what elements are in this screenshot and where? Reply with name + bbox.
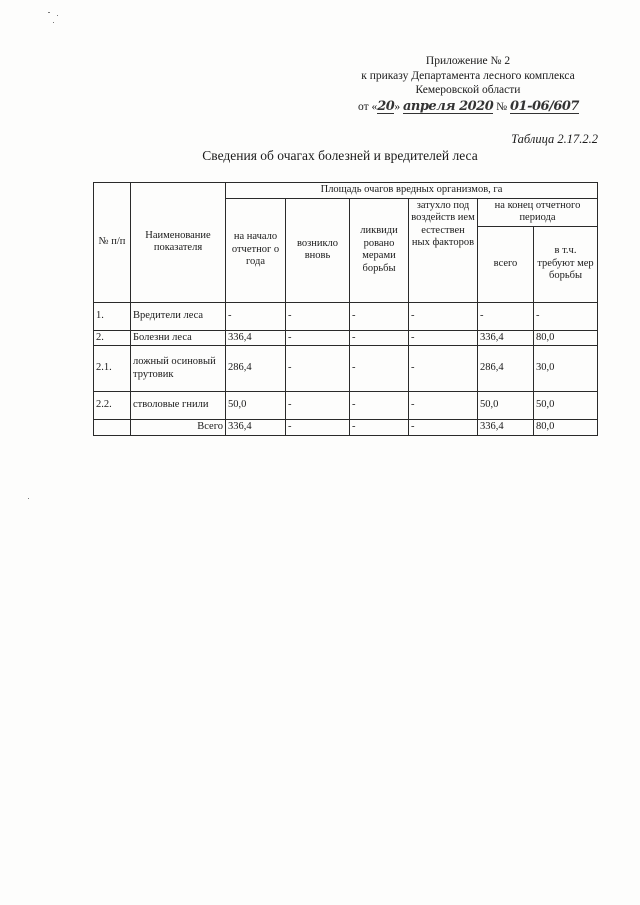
appendix-line: Кемеровской области	[415, 84, 521, 96]
row-end-total: 286,4	[478, 346, 534, 392]
row-start: 336,4	[226, 330, 286, 346]
scan-speck	[53, 22, 54, 23]
table-row	[94, 346, 598, 392]
row-start: 50,0	[226, 392, 286, 420]
row-end-total: -	[478, 302, 534, 330]
row-faded: -	[409, 302, 478, 330]
col-start-header: на начало отчетног о года	[226, 198, 286, 302]
row-liquidated: -	[350, 420, 409, 436]
row-new: -	[286, 392, 350, 420]
row-end-need: 80,0	[534, 330, 598, 346]
table-label: Таблица 2.17.2.2	[511, 132, 598, 146]
row-new: -	[286, 420, 350, 436]
col-area-group-header: Площадь очагов вредных организмов, га	[226, 183, 598, 199]
row-name: ложный осиновый трутовик	[131, 346, 226, 392]
col-liquidated-header: ликвиди ровано мерами борьбы	[350, 198, 409, 302]
order-number: 01-06/607	[510, 99, 579, 114]
row-faded: -	[409, 330, 478, 346]
row-start: 286,4	[226, 346, 286, 392]
order-prefix: от «	[358, 101, 378, 113]
row-liquidated: -	[350, 392, 409, 420]
row-faded: -	[409, 346, 478, 392]
row-new: -	[286, 330, 350, 346]
col-faded-header: затухло под воздейств ием естествен ных факторов	[409, 198, 478, 302]
appendix-line: Приложение № 2	[425, 55, 511, 67]
order-month-year: апреля 2020	[402, 99, 494, 114]
row-name: Болезни леса	[131, 330, 226, 346]
row-num: 2.1.	[94, 346, 131, 392]
row-end-total: 336,4	[478, 420, 534, 436]
scan-speck	[57, 15, 58, 16]
col-end-group-header: на конец отчетного периода	[478, 198, 598, 226]
row-name: Вредители леса	[131, 302, 226, 330]
order-mid: »	[394, 101, 401, 113]
order-day: 20	[377, 99, 395, 114]
table-row	[94, 302, 598, 330]
col-end-total-header: всего	[478, 226, 534, 302]
row-new: -	[286, 302, 350, 330]
appendix-header	[338, 54, 598, 98]
row-start: -	[226, 302, 286, 330]
appendix-line: к приказу Департамента лесного комплекса	[361, 69, 575, 82]
col-end-need-header: в т.ч. требуют мер борьбы	[534, 226, 598, 302]
row-faded: -	[409, 420, 478, 436]
row-liquidated: -	[350, 346, 409, 392]
outbreaks-table	[93, 182, 598, 436]
row-num: 2.2.	[94, 392, 131, 420]
table-row	[94, 420, 598, 436]
row-faded: -	[409, 392, 478, 420]
scan-speck	[28, 498, 29, 499]
scan-speck	[48, 12, 50, 13]
row-num: 2.	[94, 330, 131, 346]
row-end-need: 30,0	[534, 346, 598, 392]
col-name-header: Наименование показателя	[131, 183, 226, 303]
table-title	[0, 148, 640, 164]
row-num	[94, 420, 131, 436]
row-end-total: 336,4	[478, 330, 534, 346]
col-num-header: № п/п	[94, 183, 131, 303]
row-new: -	[286, 346, 350, 392]
col-new-header: возникло вновь	[286, 198, 350, 302]
order-number-label: №	[496, 101, 508, 113]
table-row	[94, 330, 598, 346]
row-end-need: -	[534, 302, 598, 330]
order-date-line	[358, 99, 579, 115]
table-title-text: Сведения об очагах болезней и вредителей леса	[202, 148, 478, 163]
row-liquidated: -	[350, 330, 409, 346]
row-end-need: 50,0	[534, 392, 598, 420]
row-start: 336,4	[226, 420, 286, 436]
row-num: 1.	[94, 302, 131, 330]
row-end-need: 80,0	[534, 420, 598, 436]
row-name: стволовые гнили	[131, 392, 226, 420]
table-row	[94, 392, 598, 420]
row-end-total: 50,0	[478, 392, 534, 420]
row-name: Всего	[131, 420, 226, 436]
row-liquidated: -	[350, 302, 409, 330]
